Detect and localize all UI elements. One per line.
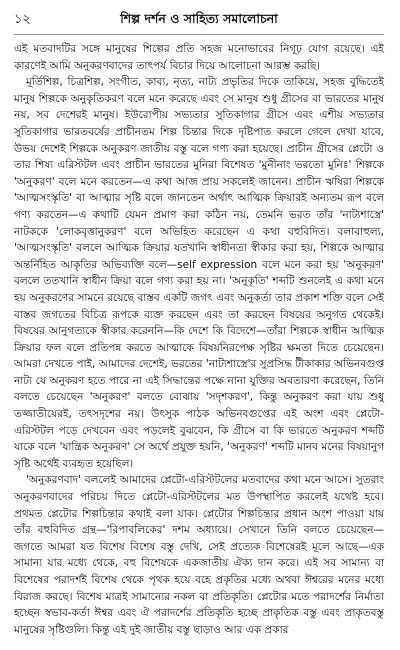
page-body: [14, 41, 384, 638]
paragraph-1: এই মতবাদটির সঙ্গে মানুষের শিল্পের প্রতি সহজ মনোভাবের নিগূঢ় যোগ রয়েছে। এই কারণেই আমি অনুকরণবাদের তাৎপর্য বিচার দিয়ে আলোচনা আরম্ভ করছি।: [14, 43, 384, 72]
running-title: শিল্প দর্শন ও সাহিত্য সমালোচনা: [120, 11, 278, 26]
page-header: [14, 10, 384, 35]
page-number: ১২: [14, 12, 31, 27]
paragraph-2: মূর্তিশিল্প, চিত্রশিল্প, সংগীত, কাব্য, নৃত্য, নাট্য প্রভৃতির দিকে তাকিয়ে, সহজ বুদ্ধিতেই মানুষ শিল্পকে অনুকৃতিকরণ বলে মনে করেছে এবং সে মানুষ শুধু গ্রীসের বা ভারতের মানুষ নয়, সব দেশেরই মানুষ। ইউরোপীয় সভ্যতার সুতিকাগার গ্রীসে এবং এশীয় সভ্যতার সুতিকাগার ভারতবর্ষের প্রাচীনতম শিল্প চিন্তার দিকে দৃষ্টিপাত করলে গেলে দেখা যাবে, উভয় দেশেই শিল্পকে অনুকরণ জাতীয় বস্তু বলে গণ্য করা হয়েছে। প্রাচীন গ্রীসের প্লেটো ও তার শিষ্য এরিস্টটল এবং প্রাচীন ভারতের মুনিরা বিশেষত 'মুনীনাং ভরতো মুনিঃ' শিল্পকে 'অনুকরণ' বলে মনে করতেন—এ কথা আজ প্রায় সকলেই জানেন। প্রাচীন ঋষিরা শিল্পকে 'আত্মসংস্কৃতি' বা আত্মার সৃষ্টি বলে জানতেন অর্থাৎ আত্মিক ক্রিয়ারই অন্যতম রূপ বলে গণ্য করতেন—এ কথাটি যেমন প্রমাণ করা কঠিন নয়, তেমনি ভরত তাঁর 'নাট্যশাস্ত্রে' নাটককে 'লোকবৃত্তানুকরণ' বলে অভিহিত করেছেন এ কথা বহুবিদিত। বলাবাহুল্য, 'আত্মসংস্কৃতি' বললে আত্মিক ক্রিয়ার যতখানি স্বাধীনতা স্বীকার করা হয়, শিল্পকে আত্মার অন্তর্নিহিত আকৃতির অভিব্যক্তি বলে—self expression বলে মনে করা হয় 'অনুকরণ' বললে ততখানি স্বাধীন ক্রিয়া বলে গণ্য করা হয় না। 'অনুকৃতি' শব্দটি শুনলেই এ কথা মনে হয় অনুকরণের সামনে রয়েছে বাস্তব একটি জগৎ এবং অনুকর্তা তার প্রকাশ শক্তি বলে সেই বাস্তব জগতের বিচিত্র রূপকে ব্যক্ত করছেন এবং তা করছেন বিষয়ের অনুগত থেকেই। বিষয়ের আনুগত্যকে স্বীকার করেননি—কি দেশে কি বিদেশে—তাঁরা শিল্পকে স্বাধীন আত্মিক ক্রিয়ার ফল বলে প্রতিপন্ন করতে আত্মাকে বিষয়নিরপেক্ষ সৃষ্টির ক্ষমতা দিতে চেয়েছেন। আমরা দেখতে পাই, আমাদের দেশেই, ভরতের 'নাট্যশাস্ত্রে'র সুপ্রসিদ্ধ টীকাকার অভিনবগুপ্ত নাট্য যে অনুকরণ হতে পারে না এই সিদ্ধান্তের পক্ষে নানা যুক্তির অবতারণা করেছেন, তিনি বলতে চেয়েছেন 'অনুকরণ' বলতে বোঝায় 'সদৃশকরণ', কিন্তু অনুকরণ করা যায় শুধু তজ্জাতীয়েরই, তৎসদৃশের নয়। উৎসুক পাঠক অভিনবগুপ্তের এই অংশ এবং প্লেটো-এরিস্টটল পড়ে দেখবেন এবং পড়লেই বুঝবেন, কি গ্রীসে বা কি ভারতে অনুকরণ শব্দটি যাকে বলে 'যান্ত্রিক অনুকরণ' সে অর্থে প্রযুক্ত হয়নি, 'অনুকরণ' শব্দটি মানব মনের বিষয়ানুগ সৃষ্টি অর্থেই ব্যবহৃত হয়েছিল।: [14, 76, 384, 470]
paragraph-3: 'অনুকরণবাদ' বললেই আমাদের প্লেটো-এরিস্টটলের মতবাদের কথা মনে আসে। সুতরাং অনুকরণবাদের পরিচয় দিতে প্লেটো-এরিস্টটলের মত উপস্থাপিত করলেই যথেষ্ট হবে। প্রথমত প্লেটোর শিল্পচিন্তার কথাই বলা যাক। প্লেটোর শিল্পচিন্তার প্রধান অংশ পাওয়া যায় তাঁর বহুবিদিত গ্রন্থ—'রিপাবলিকের' দশম অধ্যায়ে। সেখানে তিনি বলতে চেয়েছেন—জগতে আমরা যত বিশেষ বিশেষ বস্তু দেখি, সেই প্রত্যেক বিশেষেরই মূলে আছে—এক সামান্য যার মধ্যে থেকে, বহু বিশেষকে একজাতীয় ঐক্য দান করে। এই সব সামান্য বা বিশেষের পরাদর্শই বিশেষ থেকে পৃথক হয়ে বহে প্রকৃতির মধ্যে অথবা ঈশ্বরের মনের মধ্যে বিরাজ করছে। বিশেষ মাত্রই সামান্যের নকল বা প্রতিকৃতি। প্লেটোর মতে পরাদর্শের নির্মাতা হচ্ছেন স্বভাব-কর্তা ঈশ্বর এবং ঐ পরাদর্শের প্রতিকৃতি হচ্ছে প্রাকৃতিক বস্তু এবং প্রাকৃতবস্তু মানুষের সৃষ্টিগুলি। কিন্তু এই দুই জাতীয় বস্তু ছাড়াও আর এক প্রকার: [14, 474, 384, 636]
